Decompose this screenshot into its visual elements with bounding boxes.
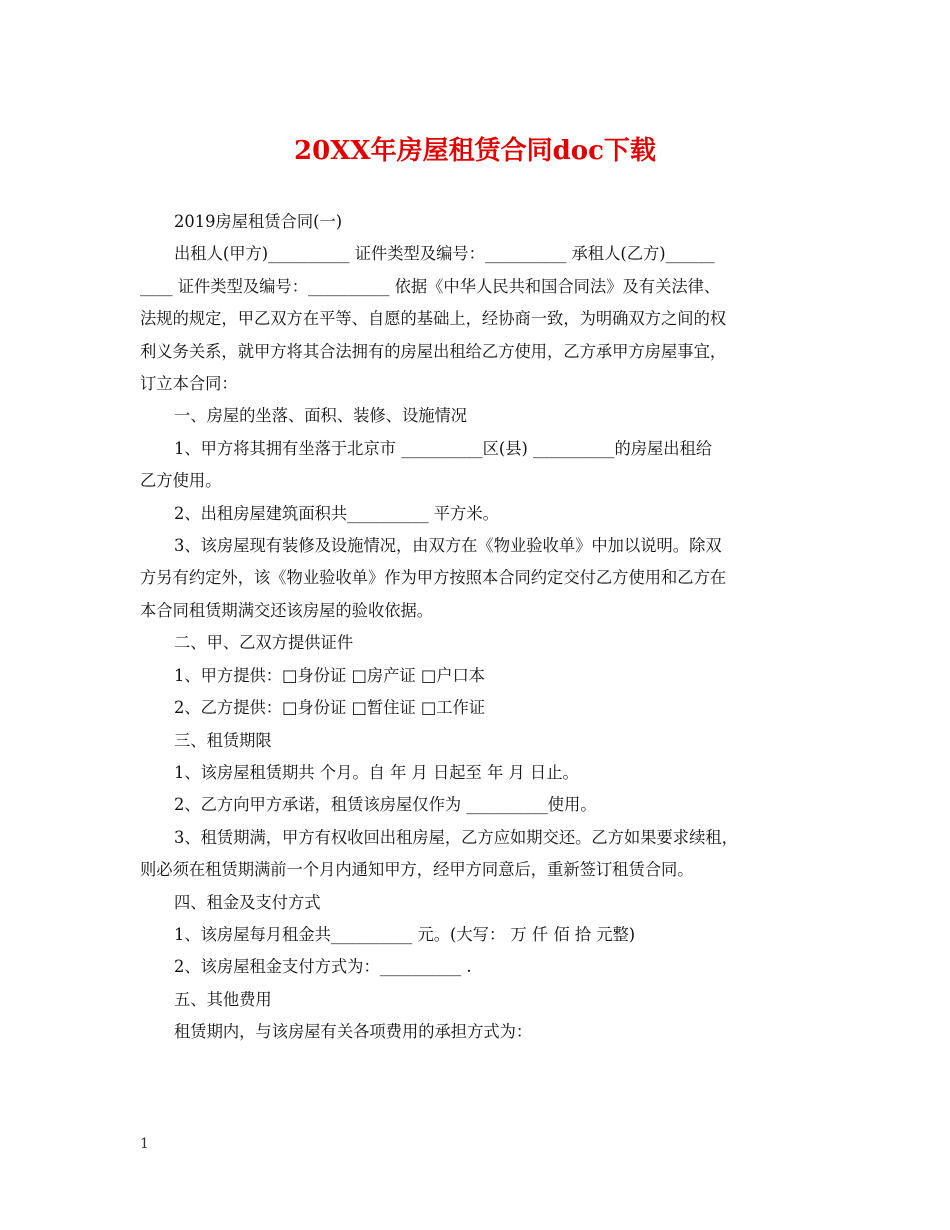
body-line: 1、甲方将其拥有坐落于北京市 __________区(县) __________的房屋出租给 (174, 438, 713, 458)
section-heading: 五、其他费用 (174, 989, 272, 1009)
body-line: 3、该房屋现有装修及设施情况，由双方在《物业验收单》中加以说明。除双 (174, 536, 722, 556)
document-title: 20XX年房屋租赁合同doc下载 (294, 136, 656, 166)
body-line: 2019房屋租赁合同(一) (174, 212, 343, 231)
body-line: 2、该房屋租金支付方式为：__________ . (174, 957, 472, 977)
body-line: 1、甲方提供：□身份证 □房产证 □户口本 (174, 665, 486, 685)
body-line: 2、出租房屋建筑面积共__________ 平方米。 (174, 503, 499, 523)
body-line: 1、该房屋租赁期共 个月。自 年 月 日起至 年 月 日止。 (174, 762, 579, 782)
body-line: 利义务关系，就甲方将其合法拥有的房屋出租给乙方使用，乙方承甲方房屋事宜， (140, 341, 727, 361)
section-heading: 二、甲、乙双方提供证件 (174, 633, 354, 653)
section-heading: 三、租赁期限 (174, 730, 272, 750)
body-line: 本合同租赁期满交还该房屋的验收依据。 (140, 600, 434, 620)
section-heading: 一、房屋的坐落、面积、装修、设施情况 (174, 406, 468, 426)
section-heading: 四、租金及支付方式 (174, 892, 321, 912)
body-line: 1、该房屋每月租金共__________ 元。(大写： 万 仟 佰 拾 元整) (174, 924, 636, 944)
body-line: 则必须在租赁期满前一个月内通知甲方，经甲方同意后，重新签订租赁合同。 (140, 860, 694, 880)
body-line: 2、乙方提供：□身份证 □暂住证 □工作证 (174, 698, 486, 718)
body-line: 乙方使用。 (140, 471, 222, 491)
page-number: 1 (140, 1136, 149, 1152)
body-line: 方另有约定外，该《物业验收单》作为甲方按照本合同约定交付乙方使用和乙方在 (140, 568, 727, 588)
body-line: 租赁期内，与该房屋有关各项费用的承担方式为： (174, 1022, 533, 1042)
body-line: 出租人(甲方)__________ 证件类型及编号：__________ 承租人(乙方)______ (174, 244, 715, 264)
body-line: 3、租赁期满，甲方有权收回出租房屋，乙方应如期交还。乙方如果要求续租， (174, 827, 738, 847)
body-line: 法规的规定，甲乙双方在平等、自愿的基础上，经协商一致，为明确双方之间的权 (140, 309, 727, 329)
document-body (140, 206, 812, 1049)
body-line: ____ 证件类型及编号：__________ 依据《中华人民共和国合同法》及有关法律、 (140, 276, 721, 296)
body-line: 2、乙方向甲方承诺，租赁该房屋仅作为 __________使用。 (174, 795, 597, 815)
body-line: 订立本合同： (140, 374, 238, 394)
